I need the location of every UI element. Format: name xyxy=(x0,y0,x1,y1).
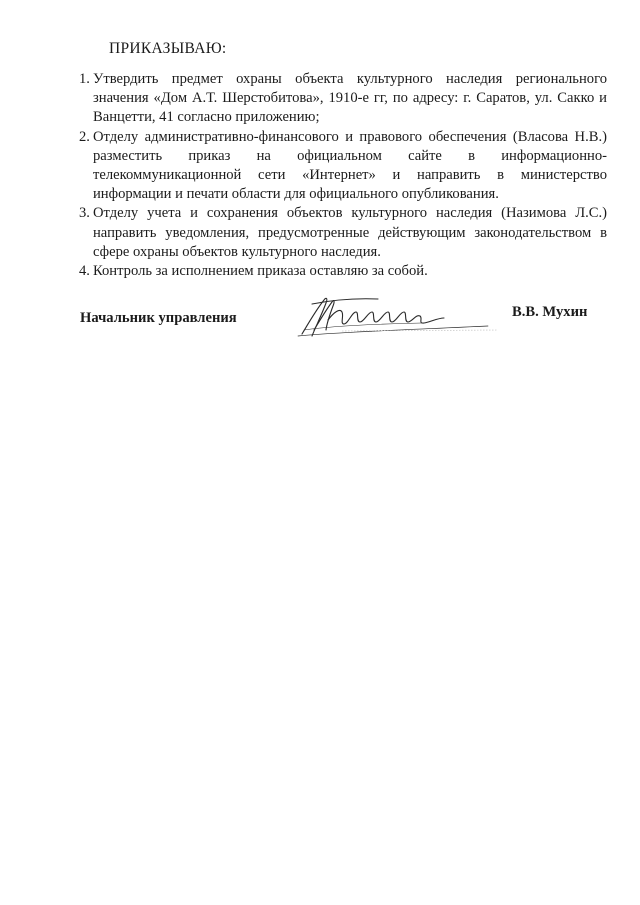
handwritten-signature xyxy=(292,290,502,340)
order-item-number: 2. xyxy=(79,128,90,145)
order-heading: ПРИКАЗЫВАЮ: xyxy=(109,40,227,57)
signature-block xyxy=(0,290,640,350)
order-item-text: Контроль за исполнением приказа оставляю за собой. xyxy=(93,263,428,280)
signatory-name: В.В. Мухин xyxy=(512,304,588,320)
order-item-1 xyxy=(79,70,607,128)
order-item-text: Отделу административно-финансового и правового обеспечения (Власова Н.В.) разместить приказ на официальном сайте в информационно-телекоммуникационной сети «Интернет» и направить в министерство информации и печати области для официального опубликования. xyxy=(93,128,607,203)
order-item-2 xyxy=(79,128,607,205)
order-item-number: 3. xyxy=(79,205,90,222)
order-item-number: 1. xyxy=(79,71,90,87)
signatory-position: Начальник управления xyxy=(80,310,237,326)
order-items-list xyxy=(79,70,607,281)
order-item-3 xyxy=(79,204,607,262)
order-item-4 xyxy=(79,262,607,281)
order-item-text: Отделу учета и сохранения объектов культурного наследия (Назимова Л.С.) направить уведомления, предусмотренные действующим законодательством в сфере охраны объектов культурного наследия. xyxy=(93,205,607,260)
order-item-number: 4. xyxy=(79,263,90,280)
order-item-text: Утвердить предмет охраны объекта культурного наследия регионального значения «Дом А.Т. Шерстобитова», 1910-е гг, по адресу: г. Саратов, ул. Сакко и Ванцетти, 41 согласно приложению; xyxy=(93,71,607,126)
